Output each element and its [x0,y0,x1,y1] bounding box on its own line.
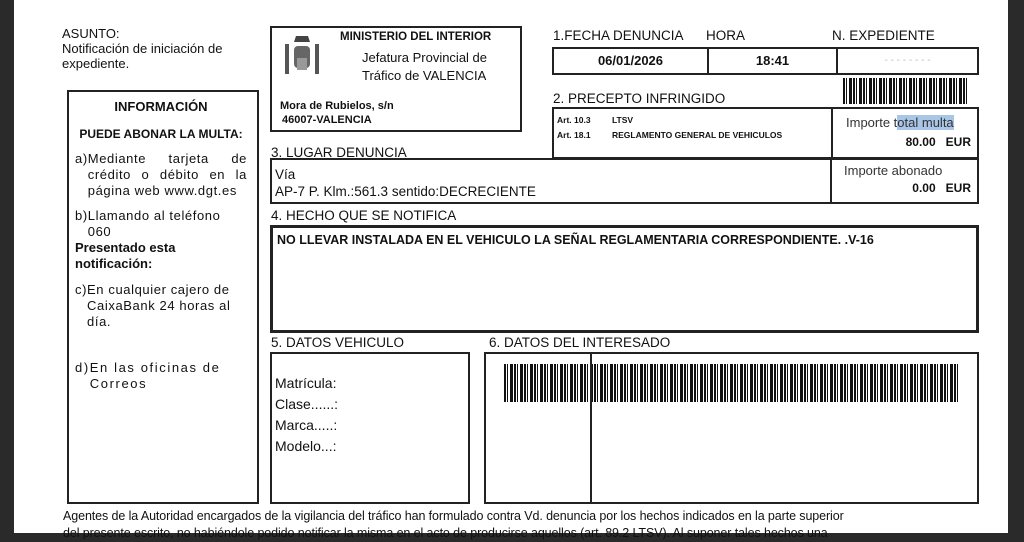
option-d [75,360,247,392]
hecho-value: NO LLEVAR INSTALADA EN EL VEHICULO LA SEÑAL REGLAMENTARIA CORRESPONDIENTE. .V-16 [277,233,874,247]
hora-value: 18:41 [709,49,838,73]
lugar-label: 3. LUGAR DENUNCIA [271,145,407,160]
expediente-value-redacted: - - - - - - - - [884,55,931,66]
ministry-header [270,26,522,132]
footer-text [63,508,844,542]
option-a [75,151,247,199]
interesado-label: 6. DATOS DEL INTERESADO [489,335,671,350]
barcode-icon [504,364,959,402]
coat-of-arms-icon [282,34,322,86]
article: Art. 18.1 [557,130,591,140]
asunto-label: ASUNTO: [62,26,120,41]
matricula-field: Matrícula: [275,375,337,391]
asunto-text: Notificación de iniciación de [62,41,223,56]
address-line-2: 46007-VALENCIA [282,114,372,126]
interesado-box [484,352,979,504]
option-text: Llamando al teléfono 060 [87,208,221,239]
vehiculo-label: 5. DATOS VEHICULO [271,335,405,350]
option-text: Mediante tarjeta de crédito o débito en la página web www.dgt.es [87,151,247,198]
footer-line: Agentes de la Autoridad encargados de la vigilancia del tráfico han formulado contra Vd. denuncia por los hechos indicados en la parte superior [63,509,844,523]
label-part: Importe t [846,115,898,130]
footer-line: del presente escrito, no habiéndole podido notificar la misma en el acto de producirse aquellos (art. 89.2 LTSV). Al suponer tales hechos una [63,526,828,540]
clase-field: Clase......: [275,396,339,412]
expediente-label: N. EXPEDIENTE [832,28,935,43]
option-c [75,282,247,330]
article-text: REGLAMENTO GENERAL DE VEHICULOS [612,130,783,140]
hecho-label: 4. HECHO QUE SE NOTIFICA [271,208,457,223]
importe-total-value: 80.00 EUR [905,135,971,149]
hora-label: HORA [706,28,746,43]
office-name: Jefatura Provincial de [362,50,488,65]
asunto [62,26,222,71]
marca-field: Marca.....: [275,417,338,433]
vehiculo-box [270,352,470,504]
importe-abonado-value: 0.00 EUR [912,181,971,195]
option-b [75,208,247,240]
fecha-value: 06/01/2026 [554,49,709,73]
modelo-field: Modelo...: [275,438,337,454]
letter: b) [75,208,88,223]
address-line: Mora de Rubielos, s/n [280,100,394,112]
highlighted-selection: otal multa [897,115,954,130]
presented-label: Presentado esta notificación: [75,240,176,271]
info-subtitle: PUEDE ABONAR LA MULTA: [79,127,243,141]
info-title: INFORMACIÓN [114,99,208,114]
via-label: Vía [275,167,296,182]
precepto-box [552,107,979,159]
date-row [552,47,979,75]
letter: a) [75,151,88,166]
precepto-list [557,113,782,143]
article: Art. 10.3 [557,115,591,125]
ministry-name: MINISTERIO DEL INTERIOR [340,31,492,43]
lugar-value: AP-7 P. Klm.:561.3 sentido:DECRECIENTE [275,184,536,199]
article-text: LTSV [612,115,634,125]
letter: d) [75,360,90,375]
fecha-label: 1.FECHA DENUNCIA [553,28,684,43]
office-name-2: Tráfico de VALENCIA [362,68,487,83]
importe-abonado-label: Importe abonado [844,163,943,178]
lugar-box [270,158,979,204]
info-box [67,90,259,504]
option-text: En las oficinas de Correos [89,360,221,391]
letter: c) [75,282,88,297]
importe-total-label [846,115,954,130]
hecho-box [270,225,979,333]
precepto-label: 2. PRECEPTO INFRINGIDO [553,91,726,106]
asunto-text-2: expediente. [62,56,130,71]
barcode-icon [843,78,968,104]
option-text: En cualquier cajero de CaixaBank 24 horas al día. [87,282,231,329]
